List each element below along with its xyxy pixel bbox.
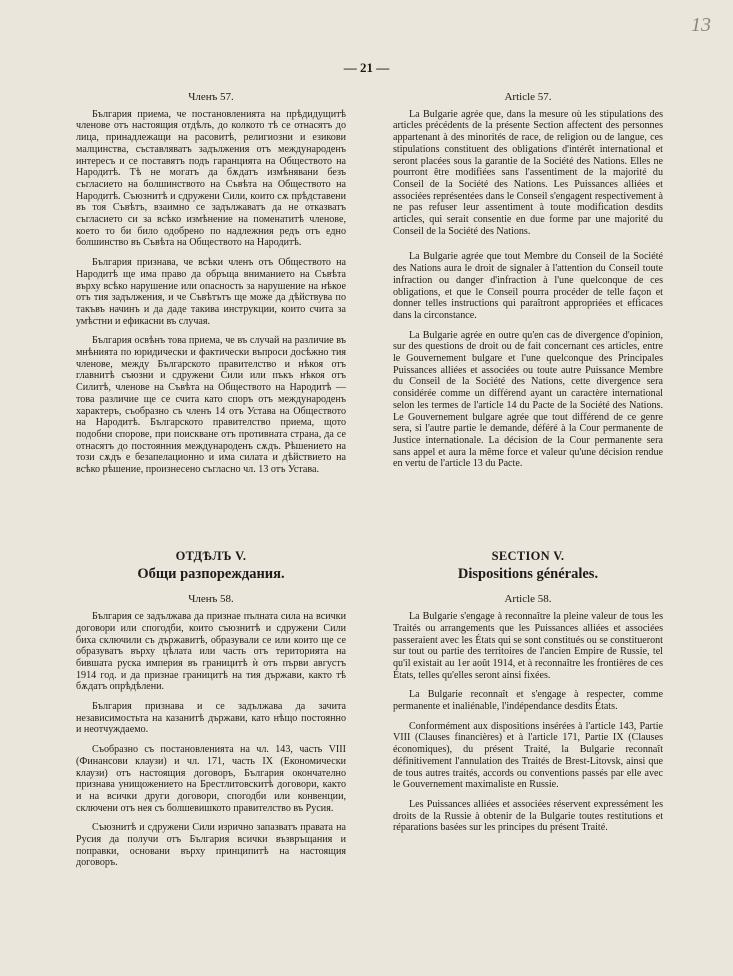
french-section-5 [393,551,663,842]
section-subtitle-bg: Общи разпореждания. [137,565,285,582]
french-article-57 [393,92,663,478]
article-57-paragraph-bg: България освѣнъ това приема, че въ случай на различие въ мнѣнията по юридически и фактически въпроси досѣжно тия членове, между Българското правителство и нѣкоя отъ главнитѣ съюзни и сдружени Сили или пъкъ нѣкоя отъ Силитѣ, членове на Съвѣта на Обществото на Народитѣ — това различие ще се счита като споръ отъ международенъ характеръ, съобразно съ членъ 14 отъ Устава на Обществото на Народитѣ. Българското правителство приема, щото подобни спорове, при поискване отъ противната страна, да се отнасятъ до постоянния международенъ сѫдъ. Рѣшението на този сѫдъ е безапелационно и има силата и дѣйствието на всѣко рѣшение, произнесено съгласно чл. 13 отъ Устава. [76,335,346,476]
article-58-paragraph-bg: България признава и се задължава да зачита независимостьта на казанитѣ държави, като нѣщо постоянно и неотчуждаемо. [76,701,346,736]
article-58-paragraph-fr: La Bulgarie reconnaît et s'engage à respecter, comme permanente et inaliénable, l'indépendance desdits États. [393,689,663,713]
article-58-paragraph-bg: Съюзнитѣ и сдружени Сили изрично запазватъ правата на Русия да получи отъ България всички възвръщания и поправки, основани върху принципитѣ на настоящия договоръ. [76,822,346,869]
article-58-paragraph-bg: Съобразно съ постановленията на чл. 143, часть VIII (Финансови клаузи) и чл. 171, часть IX (Економически клаузи) отъ настоящия договоръ, България окончателно признава унищожението на Брестлитовскитѣ договори, както и на всички други договори, спогодби или конвенции, сключени отъ нея съ болшевишкото правителство въ Русия. [76,744,346,814]
article-57-paragraph-fr: La Bulgarie agrée que tout Membre du Conseil de la Société des Nations aura le droit de signaler à l'attention du Conseil toute infraction ou danger d'infraction à l'une quelconque de ces obligations, et que le Conseil pourra procéder de telle façon et donner telles instructions qui paraîtront appropriées et efficaces dans la circonstance. [393,251,663,321]
bulgarian-article-57 [76,92,346,484]
article-57-paragraph-fr: La Bulgarie agrée que, dans la mesure où les stipulations des articles précédents de la présente Section affectent des personnes appartenant à des minorités de race, de religion ou de langue, ces stipulations constituent des obligations d'intérêt international et seront placées sous la garantie de la Société des Nations. Elles ne pourront être modifiées sans l'assentiment de la majorité du Conseil de la Société des Nations. Les Puissances alliées et associées représentées dans le Conseil s'engagent respectivement à ne pas refuser leur assentiment à toute modification desdits articles, qui serait consentie en due forme par une majorité du Conseil de la Société des Nations. [393,108,663,237]
article-58-title-fr: Article 58. [504,593,552,606]
article-57-paragraph-fr: La Bulgarie agrée en outre qu'en cas de divergence d'opinion, sur des questions de droit ou de fait concernant ces articles, entre le Gouvernement bulgare et l'une quelconque des Principales Puissances alliées et associées ou toute autre Puissance Membre du Conseil de la Société des Nations, cette divergence sera considérée comme un différend ayant un caractère international selon les termes de l'article 14 du Pacte de la Société des Nations. Le Gouvernement bulgare agrée que tout différend de ce genre sera, si l'autre partie le demande, déféré à la Cour permanente de Justice internationale. La décision de la Cour permanente sera sans appel et aura la même force et valeur qu'une décision rendue en vertu de l'article 13 du Pacte. [393,329,663,470]
article-58-title-bg: Членъ 58. [188,593,234,606]
section-title-fr: SECTION V. [491,549,565,563]
handwritten-page-mark: 13 [691,14,711,36]
section-subtitle-fr: Dispositions générales. [457,565,599,582]
article-58-paragraph-bg: България се задължава да признае пълната сила на всички договори или спогодби, които съюзнитѣ и сдружени Сили биха сключили съ държавитѣ, образували се или които ще се образуватъ върху цѣлата или часть отъ територията на бившата руска империя въ границитѣ ѝ отъ първи августъ 1914 год. и да признае границитѣ на тия държави, както тѣ бѫдатъ опрѣдѣлени. [76,611,346,693]
article-57-paragraph-bg: България приема, че постановленията на прѣдидущитѣ членове отъ настоящия отдѣлъ, до колкото тѣ се отнасятъ до лица, принадлежащи на расовитѣ, религиозни и езикови малцинства, съставляватъ задължения отъ международенъ интересъ и се поставятъ подъ гаранцията на Обществото на Народитѣ. Тѣ не могатъ да бѫдатъ измѣнявани безъ съгласието на болшинството на Съвѣта на Обществото на Народитѣ. Съюзнитѣ и сдружени Сили, които сѫ прѣдставени въ тоя Съвѣтъ, взаимно се задължаватъ да не отказватъ съгласието си за всѣко измѣнение на поменатитѣ членове, което то би било одобрено по надлежния редъ отъ едно болшинство въ Съвѣта на Обществото на Народитѣ. [76,108,346,249]
article-58-paragraph-fr: La Bulgarie s'engage à reconnaître la pleine valeur de tous les Traités ou arrangements que les Puissances alliées et associées passeraient avec les États qui se sont constitués ou se constitueront sur tout ou partie des territoires de l'ancien Empire de Russie, tel qu'il existait au 1er août 1914, et à reconnaître les frontières de ces États, telles qu'elles seront ainsi fixées. [393,611,663,681]
section-title-bg: ОТДѢЛЪ V. [175,549,247,563]
article-58-paragraph-fr: Les Puissances alliées et associées réservent expressément les droits de la Russie à obtenir de la Bulgarie toutes restitutions et réparations basées sur les principes du présent Traité. [393,798,663,834]
article-57-title-fr: Article 57. [504,91,552,103]
page-number: — 21 — [343,60,390,75]
article-58-paragraph-fr: Conformément aux dispositions insérées à l'article 143, Partie VIII (Clauses financières) et à l'article 171, Partie IX (Clauses économiques), du présent Traité, la Bulgarie reconnaît définitivement l'annulation des Traités de Brest-Litovsk, ainsi que de tous autres traités, accords ou conventions passés par elle avec le Gouvernement maximaliste en Russie. [393,720,663,791]
article-57-paragraph-bg: България признава, че всѣки членъ отъ Обществото на Народитѣ ще има право да обръща вниманието на Съвѣта върху всѣко нарушение или опасность за нарушение на нѣкое отъ тия задължения, и че Съвѣтътъ ще може да дѣйствува по такъвъ начинъ и да даде такива инструкции, които счита за умѣстни и ефикасни въ случая. [76,257,346,327]
article-57-title-bg: Членъ 57. [188,91,234,103]
bulgarian-section-5 [76,551,346,877]
